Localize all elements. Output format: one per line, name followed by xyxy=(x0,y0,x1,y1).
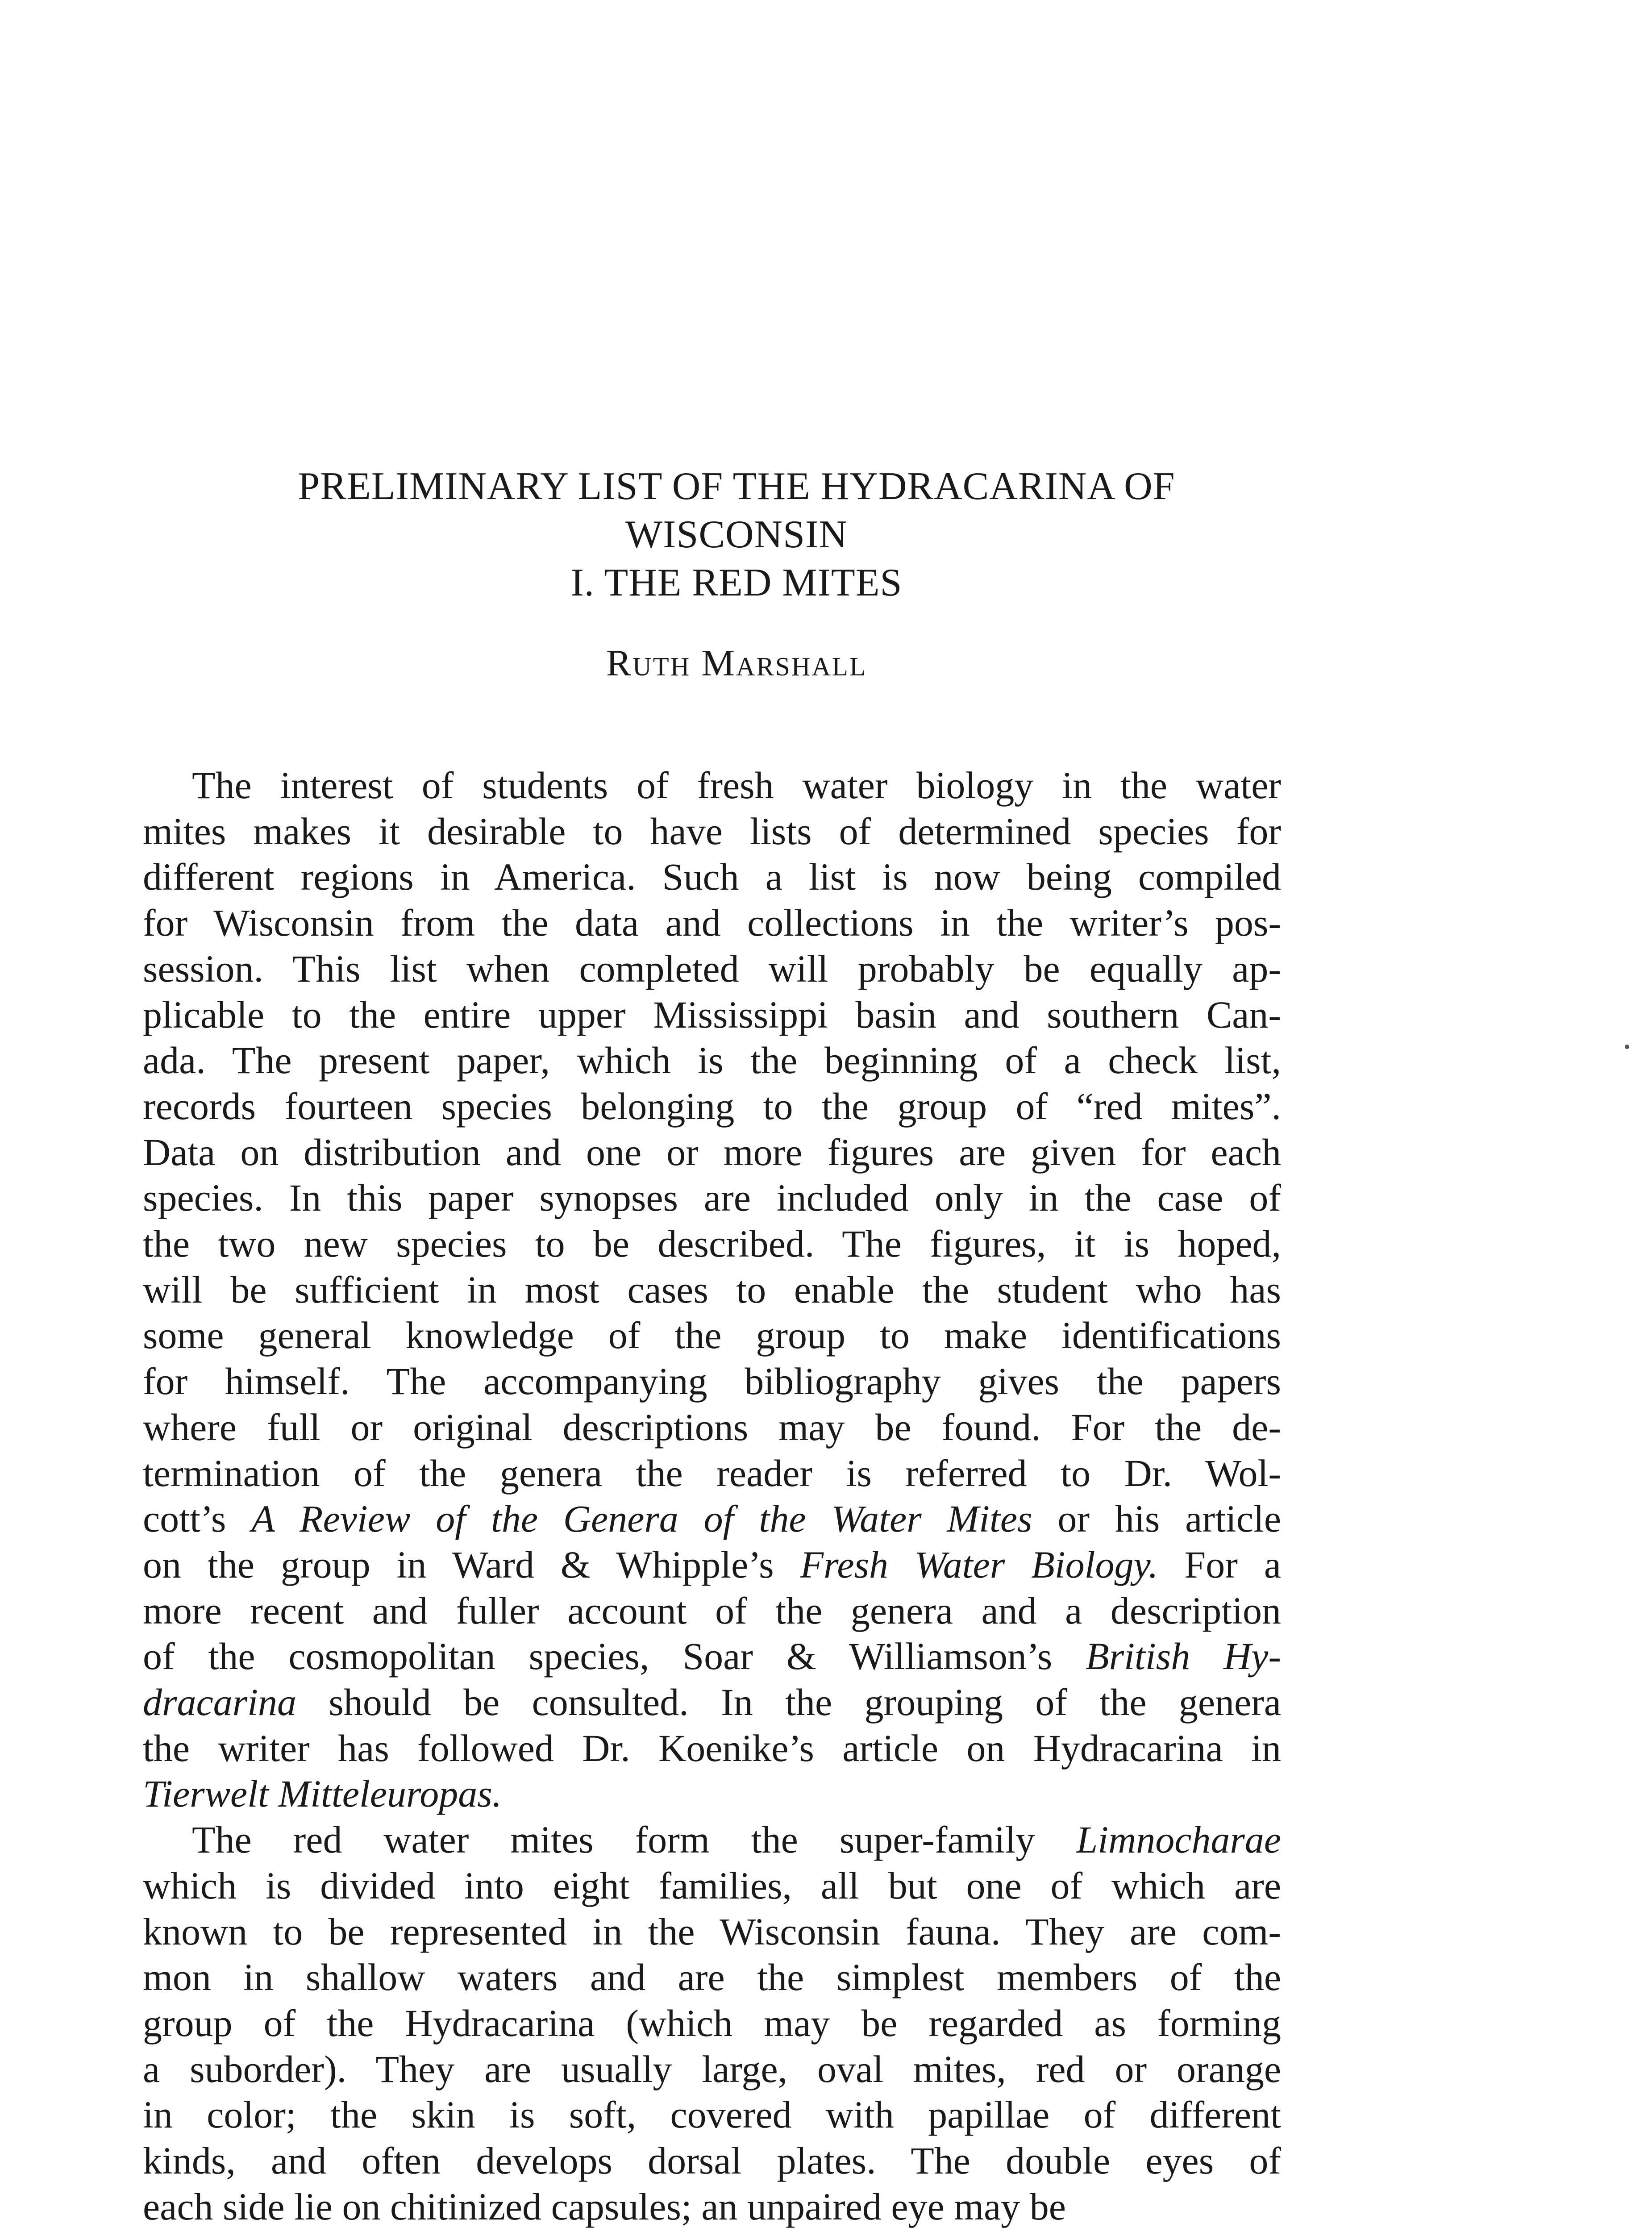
text-line xyxy=(143,1083,1281,1129)
text-segment: known to be represented in the Wisconsin fauna. They are com- xyxy=(143,1910,1281,1953)
text-line xyxy=(143,1817,1281,1863)
text-segment: on the group in Ward & Whipple’s xyxy=(143,1543,800,1586)
text-segment: plicable to the entire upper Mississippi basin and southern Can- xyxy=(143,993,1281,1036)
text-line xyxy=(143,2138,1281,2184)
text-segment: Data on distribution and one or more figures are given for each xyxy=(143,1130,1281,1174)
text-segment: for Wisconsin from the data and collections in the writer’s pos- xyxy=(143,901,1281,945)
text-line xyxy=(143,1496,1281,1542)
text-line xyxy=(143,2000,1281,2046)
title-block xyxy=(170,464,1303,685)
text-line xyxy=(143,992,1281,1038)
italic-text: dracarina xyxy=(143,1681,296,1724)
text-segment: session. This list when completed will probably be equally ap- xyxy=(143,947,1281,990)
italic-text: Limnocharae xyxy=(1076,1818,1281,1861)
text-line xyxy=(143,2046,1281,2092)
text-line xyxy=(143,1588,1281,1634)
text-segment: of the cosmopolitan species, Soar & Williamson’s xyxy=(143,1635,1086,1678)
text-segment: group of the Hydracarina (which may be regarded as forming xyxy=(143,2001,1281,2045)
text-line xyxy=(143,1771,1281,1817)
text-line xyxy=(143,900,1281,946)
text-segment: the writer has followed Dr. Koenike’s article on Hydracarina in xyxy=(143,1726,1281,1770)
text-line xyxy=(143,1542,1281,1588)
text-segment: kinds, and often develops dorsal plates. The double eyes of xyxy=(143,2139,1281,2182)
text-line xyxy=(143,1221,1281,1267)
text-line xyxy=(143,1450,1281,1496)
text-segment: where full or original descriptions may be found. For the de- xyxy=(143,1405,1281,1449)
text-line xyxy=(143,1909,1281,1955)
text-segment: cott’s xyxy=(143,1497,252,1541)
text-segment: should be consulted. In the grouping of the genera xyxy=(296,1681,1281,1724)
text-segment: which is divided into eight families, all but one of which are xyxy=(143,1864,1281,1907)
text-segment: more recent and fuller account of the genera and a description xyxy=(143,1589,1281,1632)
text-line xyxy=(143,1725,1281,1771)
text-line xyxy=(143,2092,1281,2138)
text-segment: in color; the skin is soft, covered with papillae of different xyxy=(143,2093,1281,2136)
article-title-line-2: WISCONSIN xyxy=(625,513,848,556)
text-segment: termination of the genera the reader is referred to Dr. Wol- xyxy=(143,1451,1281,1495)
body-text xyxy=(143,762,1281,2230)
article-title-line-1: PRELIMINARY LIST OF THE HYDRACARINA OF xyxy=(298,465,1175,508)
text-segment: for himself. The accompanying bibliography gives the papers xyxy=(143,1360,1281,1403)
text-line xyxy=(143,854,1281,900)
italic-text: Fresh Water Biology. xyxy=(800,1543,1158,1586)
text-line xyxy=(143,1633,1281,1679)
text-segment: some general knowledge of the group to make identifications xyxy=(143,1314,1281,1357)
text-segment: ada. The present paper, which is the beginning of a check list, xyxy=(143,1039,1281,1082)
author-name: Ruth Marshall xyxy=(606,642,867,684)
italic-text: A Review of the Genera of the Water Mites xyxy=(251,1497,1032,1541)
text-line xyxy=(143,808,1281,854)
text-segment: the two new species to be described. The figures, it is hoped, xyxy=(143,1222,1281,1266)
text-line xyxy=(143,1267,1281,1313)
scan-speck xyxy=(1625,1045,1629,1049)
text-segment: The interest of students of fresh water biology in the water xyxy=(192,764,1281,807)
article-subtitle: I. THE RED MITES xyxy=(570,561,903,604)
text-segment: mites makes it desirable to have lists of determined species for xyxy=(143,809,1281,853)
text-segment: a suborder). They are usually large, oval mites, red or orange xyxy=(143,2047,1281,2090)
text-segment: The red water mites form the super-family xyxy=(192,1818,1077,1861)
text-segment: mon in shallow waters and are the simplest members of the xyxy=(143,1956,1281,1999)
text-segment: species. In this paper synopses are included only in the case of xyxy=(143,1176,1281,1220)
italic-text: British Hy- xyxy=(1086,1635,1281,1678)
text-line xyxy=(143,1175,1281,1221)
text-line xyxy=(143,1312,1281,1358)
text-line xyxy=(143,762,1281,808)
text-line xyxy=(143,1404,1281,1450)
text-segment: each side lie on chitinized capsules; an unpaired eye may be xyxy=(143,2185,1066,2228)
text-line xyxy=(143,1129,1281,1175)
text-line xyxy=(143,1954,1281,2000)
text-line xyxy=(143,1037,1281,1083)
text-line xyxy=(143,2184,1281,2230)
text-segment: different regions in America. Such a list is now being compiled xyxy=(143,855,1281,899)
text-line xyxy=(143,1679,1281,1725)
text-segment: or his article xyxy=(1032,1497,1281,1541)
text-segment: For a xyxy=(1158,1543,1282,1586)
text-segment: records fourteen species belonging to the group of “red mites”. xyxy=(143,1084,1281,1128)
text-line xyxy=(143,946,1281,992)
text-line xyxy=(143,1863,1281,1909)
text-line xyxy=(143,1358,1281,1404)
text-segment: will be sufficient in most cases to enable the student who has xyxy=(143,1268,1281,1311)
italic-text: Tierwelt Mitteleuropas. xyxy=(143,1772,502,1816)
